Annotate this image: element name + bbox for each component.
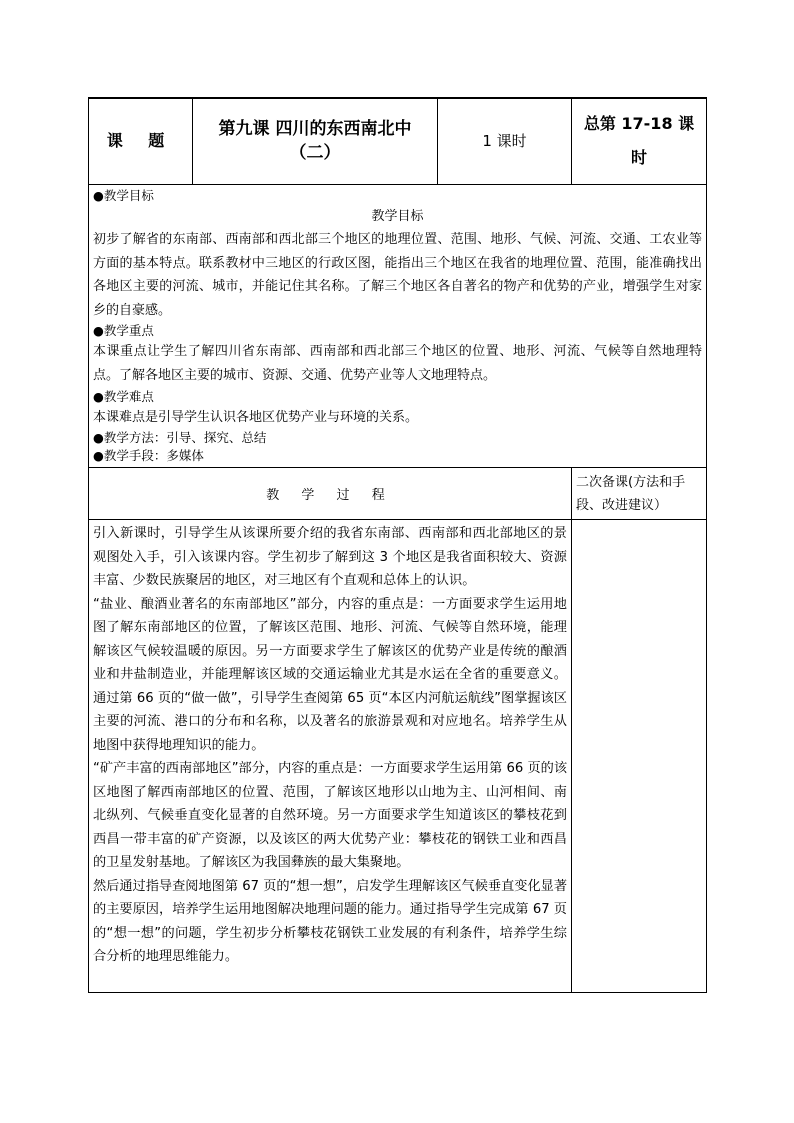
objectives-text: 初步了解省的东南部、西南部和西北部三个地区的地理位置、范围、地形、气候、河流、交通、工农业等方面的基本特点。联系教材中三地区的行政区图，能指出三个地区在我省的地理位置、范围，能准确找出各地区主要的河流、城市，并能记住其名称。了解三个地区各自著名的物产和优势的产业，增强学生对家乡的自豪感。	[93, 232, 702, 318]
total-hours-line2: 时	[630, 148, 647, 168]
lesson-title	[193, 98, 438, 184]
notes-heading: 二次备课(方法和手段、改进建议）	[572, 468, 707, 520]
process-heading: 教 学 过 程	[89, 468, 572, 520]
total-hours	[572, 98, 707, 184]
lesson-plan-sheet	[88, 97, 706, 993]
process-paragraph-intro: 引入新课时，引导学生从该课所要介绍的我省东南部、西南部和西北部地区的景观图处入手，引入该课内容。学生初步了解到这 3 个地区是我省面积较大、资源丰富、少数民族聚居的地区，对三地区有个直观和总体上的认识。	[93, 526, 567, 589]
objectives-section	[89, 184, 707, 468]
total-hours-line1: 总第 17-18 课	[583, 114, 695, 134]
difficulties-bullet: ●教学难点	[93, 388, 154, 404]
lesson-title-line1: 第九课 四川的东西南北中	[218, 119, 412, 140]
objectives-bullet: ●教学目标	[93, 187, 154, 203]
lesson-title-line2: （二）	[289, 143, 341, 164]
teaching-means: ●教学手段：多媒体	[93, 448, 204, 464]
difficulties-text: 本课难点是引导学生认识各地区优势产业与环境的关系。	[93, 409, 419, 425]
notes-content	[572, 520, 707, 993]
lesson-plan-table	[88, 97, 707, 993]
process-content	[89, 520, 572, 993]
teaching-methods: ●教学方法：引导、探究、总结	[93, 430, 267, 446]
key-points-text: 本课重点让学生了解四川省东南部、西南部和西北部三个地区的位置、地形、河流、气候等自然地理特点。了解各地区主要的城市、资源、交通、优势产业等人文地理特点。	[93, 344, 702, 384]
process-paragraph-southeast: “盐业、酿酒业著名的东南部地区”部分，内容的重点是：一方面要求学生运用地图了解东南部地区的位置，了解该区范围、地形、河流、气候等自然环境，能理解该区气候较温暖的原因。另一方面要求学生了解该区的优势产业是传统的酿酒业和井盐制造业，并能理解该区域的交通运输业尤其是水运在全省的重要意义。通过第 66 页的“做一做”，引导学生查阅第 65 页“本区内河航运航线”图掌握该区主要的河流、港口的分布和名称，以及著名的旅游景观和对应地名。培养学生从地图中获得地理知识的能力。	[93, 596, 567, 753]
subject-label: 课 题	[89, 98, 193, 184]
key-points-bullet: ●教学重点	[93, 323, 154, 339]
objectives-heading: 教学目标	[371, 208, 424, 224]
lesson-hours: 1 课时	[438, 98, 572, 184]
process-paragraph-southwest: “矿产丰富的西南部地区”部分，内容的重点是：一方面要求学生运用第 66 页的该区地图了解西南部地区的位置、范围，了解该区地形以山地为主、山河相间、南北纵列、气候垂直变化显著的自然环境。另一方面要求学生知道该区的攀枝花到西昌一带丰富的矿产资源，以及该区的两大优势产业：攀枝花的钢铁工业和西昌的卫星发射基地。了解该区为我国彝族的最大集聚地。	[93, 761, 568, 871]
process-paragraph-map-exercise: 然后通过指导查阅地图第 67 页的“想一想”，启发学生理解该区气候垂直变化显著的主要原因，培养学生运用地图解决地理问题的能力。通过指导学生完成第 67 页的“想一想”的问题，学生初步分析攀枝花钢铁工业发展的有利条件，培养学生综合分析的地理思维能力。	[93, 878, 568, 965]
